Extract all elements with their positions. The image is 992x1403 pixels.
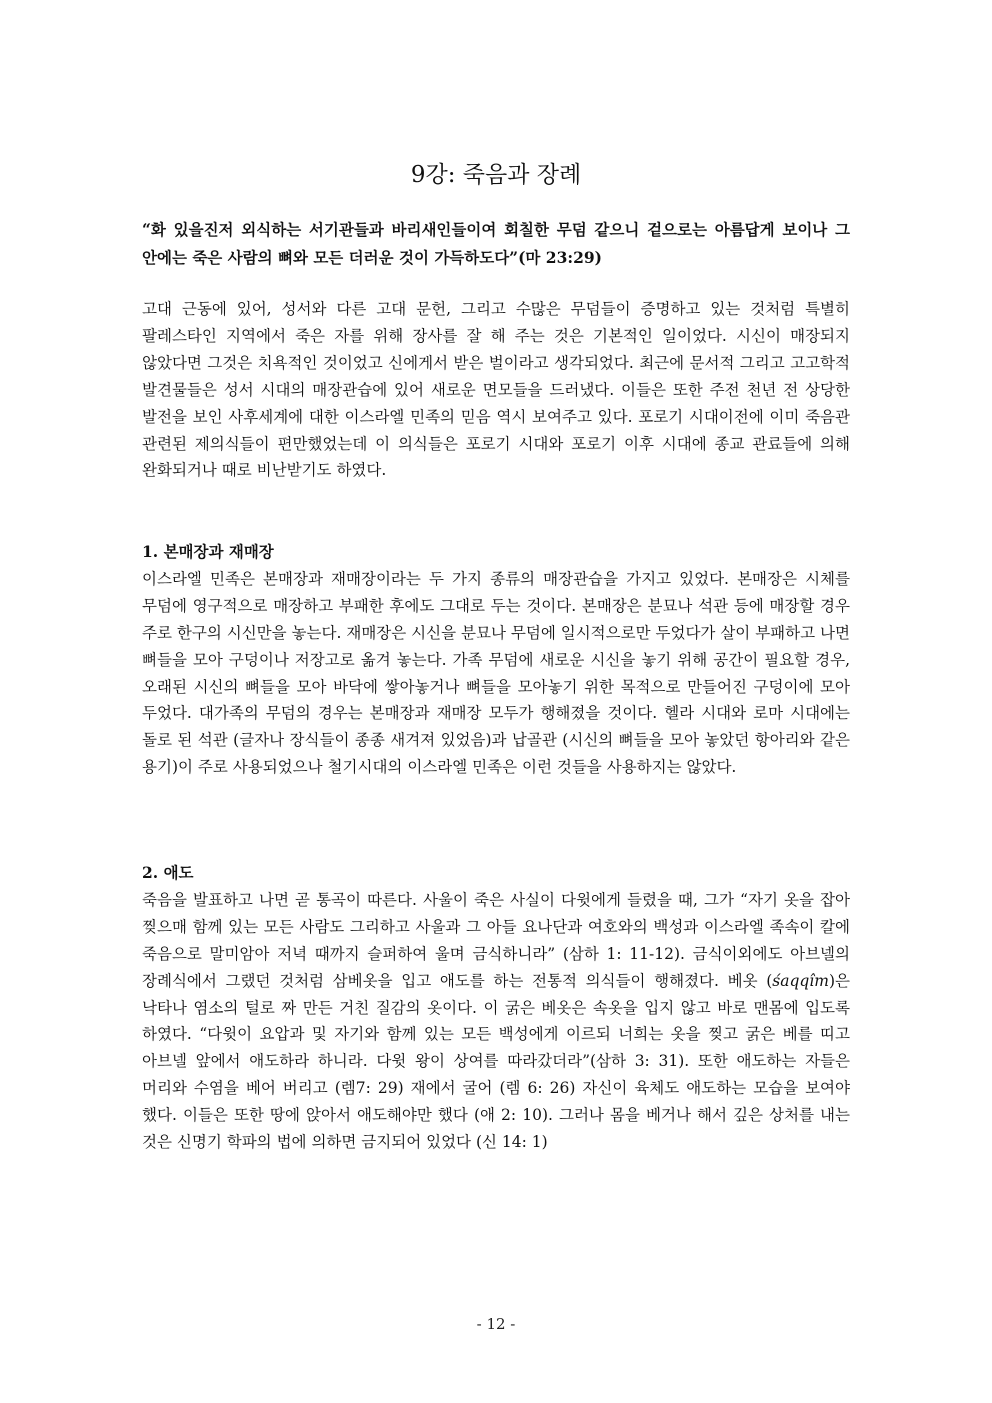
section-heading: 2. 애도: [142, 863, 194, 882]
page-number: - 12 -: [476, 1315, 516, 1333]
section-paragraph: [142, 887, 850, 1156]
paragraph-text-end: )은 낙타나 염소의 털로 짜 만든 거친 질감의 옷이다. 이 굵은 베옷은 속옷을 입지 않고 바로 맨몸에 입도록 하였다. “다윗이 요압과 및 자기와 함께 있는 모든 백성에게 이르되 너희는 옷을 찢고 굵은 베를 띠고 아브넬 앞에서 애도하라 하니라. 다윗 왕이 상여를 따라갔더라”(삼하 3: 31). 또한 애도하는 자들은 머리와 수염을 베어 버리고 (렘7: 29) 재에서 굴어 (렘 6: 26) 자신이 육체도 애도하는 모습을 보여야 했다. 이들은 또한 땅에 앉아서 애도해야만 했다 (애 2: 10). 그러나 몸을 베거나 해서 깊은 상처를 내는 것은 신명기 학파의 법에 의하면 금지되어 있었다 (신 14: 1): [142, 971, 850, 1152]
section-heading: 1. 본매장과 재매장: [142, 542, 274, 561]
section-paragraph: 이스라엘 민족은 본매장과 재매장이라는 두 가지 종류의 매장관습을 가지고 있었다. 본매장은 시체를 무덤에 영구적으로 매장하고 부패한 후에도 그대로 두는 것이다. 본매장은 분묘나 석관 등에 매장할 경우 주로 한구의 시신만을 놓는다. 재매장은 시신을 분묘나 무덤에 일시적으로만 두었다가 살이 부패하고 나면 뼈들을 모아 구덩이나 저장고로 옮겨 놓는다. 가족 무덤에 새로운 시신을 놓기 위해 공간이 필요할 경우, 오래된 시신의 뼈들을 모아 바닥에 쌓아놓거나 뼈들을 모아놓기 위한 목적으로 만들어진 구덩이에 모아 두었다. 대가족의 무덤의 경우는 본매장과 재매장 모두가 행해졌을 것이다. 헬라 시대와 로마 시대에는 돌로 된 석관 (글자나 장식들이 종종 새겨져 있었음)과 납골관 (시신의 뼈들을 모아 놓았던 항아리와 같은 용기)이 주로 사용되었으나 철기시대의 이스라엘 민족은 이런 것들을 사용하지는 않았다.: [142, 569, 850, 777]
section-burial-types: [142, 539, 850, 781]
transliteration-term: śaqqîm: [772, 971, 829, 990]
intro-paragraph: 고대 근동에 있어, 성서와 다른 고대 문헌, 그리고 수많은 무덤들이 증명하고 있는 것처럼 특별히 팔레스타인 지역에서 죽은 자를 위해 장사를 잘 해 주는 것은 기본적인 일이었다. 시신이 매장되지 않았다면 그것은 치욕적인 것이었고 신에게서 받은 벌이라고 생각되었다. 최근에 문서적 그리고 고고학적 발견물들은 성서 시대의 매장관습에 있어 새로운 면모들을 드러냈다. 이들은 또한 주전 천년 전 상당한 발전을 보인 사후세계에 대한 이스라엘 민족의 믿음 역시 보여주고 있다. 포로기 시대이전에 이미 죽음관 관련된 제의식들이 편만했었는데 이 의식들은 포로기 시대와 포로기 이후 시대에 종교 관료들에 의해 완화되거나 때로 비난받기도 하였다.: [142, 300, 850, 480]
page-content: [142, 0, 850, 1403]
page-title: 9강: 죽음과 장례: [410, 162, 582, 188]
epigraph-quote: “화 있을진저 외식하는 서기관들과 바리새인들이여 회칠한 무덤 같으니 겉으로는 아름답게 보이나 그 안에는 죽은 사람의 뼈와 모든 더러운 것이 가득하도다”(마 23:29): [142, 220, 850, 267]
paragraph-text-start: 죽음을 발표하고 나면 곧 통곡이 따른다. 사울이 죽은 사실이 다윗에게 들렸을 때, 그가 “자기 옷을 잡아 찢으매 함께 있는 모든 사람도 그리하고 사울과 그 아들 요나단과 여호와의 백성과 이스라엘 족속이 칼에 죽음으로 말미암아 저녁 때까지 슬퍼하여 울며 금식하니라” (삼하 1: 11-12). 금식이외에도 아브넬의 장례식에서 그랬던 것처럼 삼베옷을 입고 애도를 하는 전통적 의식들이 행해졌다. 베옷 (: [142, 890, 850, 990]
section-mourning: [142, 860, 850, 1156]
